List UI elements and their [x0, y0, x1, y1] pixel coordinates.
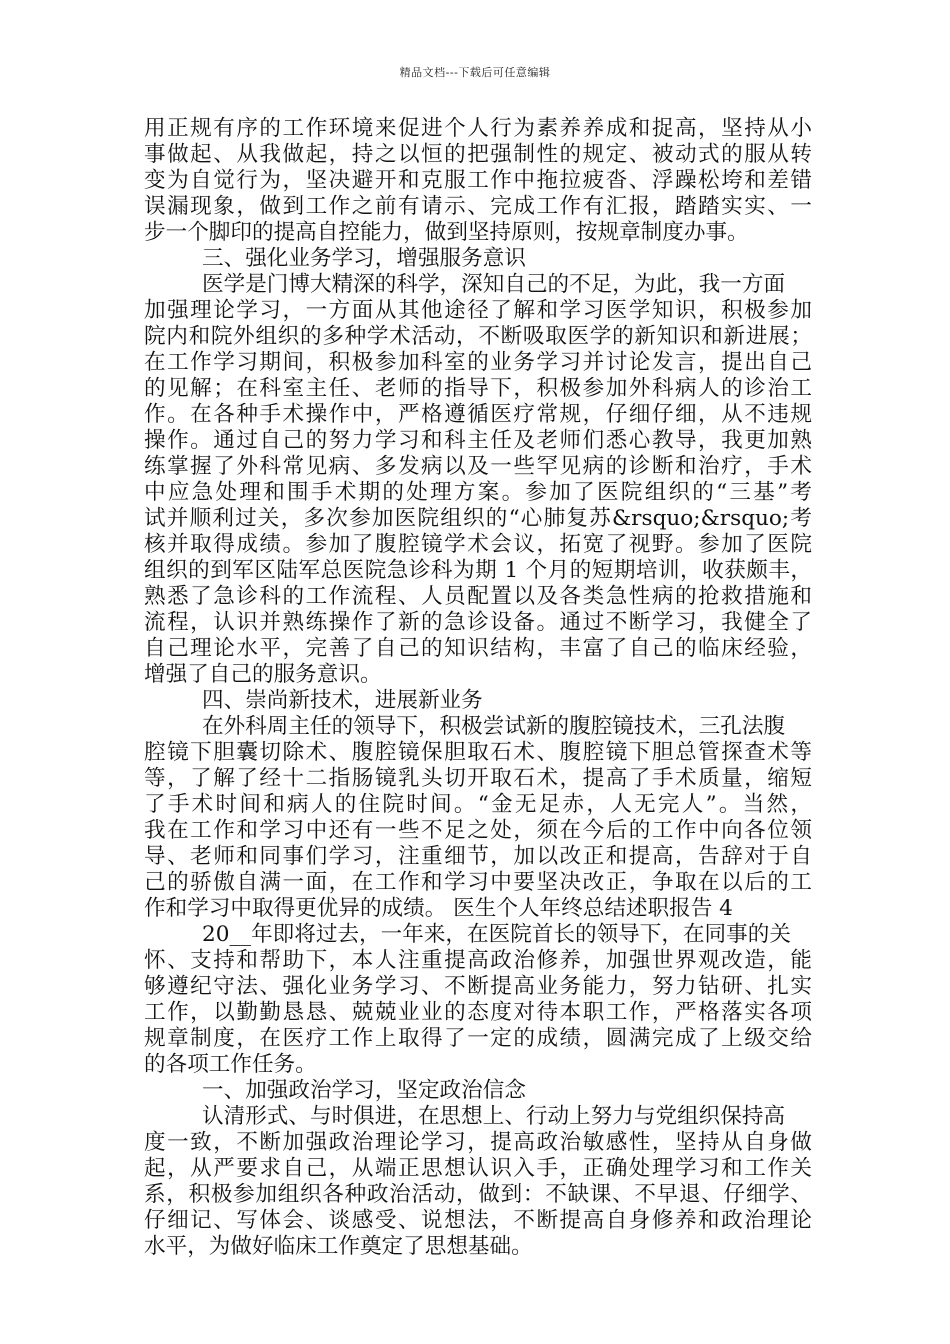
text-line: 组织的到军区陆军总医院急诊科为期 1 个月的短期培训，收获颇丰，: [144, 558, 812, 583]
text-line: 工作，以勤勤恳恳、兢兢业业的态度对待本职工作，严格落实各项: [144, 1000, 812, 1025]
text-line: 熟悉了急诊科的工作流程、人员配置以及各类急性病的抢救措施和: [144, 584, 812, 609]
text-line: 流程，认识并熟练操作了新的急诊设备。通过不断学习，我健全了: [144, 610, 812, 635]
text-line: 误漏现象，做到工作之前有请示、完成工作有汇报，踏踏实实、一: [144, 194, 812, 219]
text-line: 规章制度，在医疗工作上取得了一定的成绩，圆满完成了上级交给: [144, 1026, 812, 1051]
text-line: 事做起、从我做起，持之以恒的把强制性的规定、被动式的服从转: [144, 142, 812, 167]
text-line: 系，积极参加组织各种政治活动，做到：不缺课、不早退、仔细学、: [144, 1182, 812, 1207]
text-line: 一、加强政治学习，坚定政治信念: [202, 1078, 526, 1103]
text-line: 试并顺利过关，多次参加医院组织的“心肺复苏&rsquo;&rsquo;考: [144, 506, 812, 531]
text-line: 我在工作和学习中还有一些不足之处，须在今后的工作中向各位领: [144, 818, 812, 843]
text-line: 等，了解了经十二指肠镜乳头切开取石术，提高了手术质量，缩短: [144, 766, 812, 791]
text-line: 作。在各种手术操作中，严格遵循医疗常规，仔细仔细，从不违规: [144, 402, 812, 427]
text-line: 导、老师和同事们学习，注重细节，加以改正和提高，告辞对于自: [144, 844, 812, 869]
text-line: 己的骄傲自满一面，在工作和学习中要坚决改正，争取在以后的工: [144, 870, 812, 895]
text-line: 操作。通过自己的努力学习和科主任及老师们悉心教导，我更加熟: [144, 428, 812, 453]
text-line: 在工作学习期间，积极参加科室的业务学习并讨论发言，提出自己: [144, 350, 812, 375]
text-line: 变为自觉行为，坚决避开和克服工作中拖拉疲沓、浮躁松垮和差错: [144, 168, 812, 193]
text-line: 在外科周主任的领导下，积极尝试新的腹腔镜技术，三孔法腹: [202, 714, 786, 739]
text-line: 怀、支持和帮助下，本人注重提高政治修养，加强世界观改造，能: [144, 948, 812, 973]
text-line: 用正规有序的工作环境来促进个人行为素养养成和捉高，坚持从小: [144, 116, 812, 141]
text-line: 院内和院外组织的多种学术活动，不断吸取医学的新知识和新进展；: [144, 324, 812, 349]
text-line: 仔细记、写体会、谈感受、说想法，不断提高自身修养和政治理论: [144, 1208, 812, 1233]
page-header: 精品文档---下载后可任意编辑: [399, 66, 551, 79]
text-line: 认清形式、与时俱进，在思想上、行动上努力与党组织保持高: [202, 1104, 786, 1129]
text-line: 四、崇尚新技术，进展新业务: [202, 688, 483, 713]
text-line: 20__年即将过去，一年来，在医院首长的领导下，在同事的关: [202, 922, 791, 947]
text-line: 的各项工作任务。: [144, 1052, 317, 1077]
text-line: 自己理论水平，完善了自己的知识结构，丰富了自己的临床经验，: [144, 636, 812, 661]
text-line: 步一个脚印的提高自控能力，做到坚持原则，按规章制度办事。: [144, 220, 749, 245]
document-body: [144, 116, 812, 1260]
text-line: 练掌握了外科常见病、多发病以及一些罕见病的诊断和治疗，手术: [144, 454, 812, 479]
text-line: 作和学习中取得更优异的成绩。 医生个人年终总结述职报告 4: [144, 896, 733, 921]
text-line: 够遵纪守法、强化业务学习、不断提高业务能力，努力钻研、扎实: [144, 974, 812, 999]
text-line: 中应急处理和围手术期的处理方案。参加了医院组织的“三基”考: [144, 480, 812, 505]
text-line: 了手术时间和病人的住院时间。“金无足赤，人无完人”。当然，: [144, 792, 812, 817]
text-line: 水平，为做好临床工作奠定了思想基础。: [144, 1234, 533, 1259]
text-line: 核并取得成绩。参加了腹腔镜学术会议，拓宽了视野。参加了医院: [144, 532, 812, 557]
text-line: 起，从严要求自己，从端正思想认识入手，正确处理学习和工作关: [144, 1156, 812, 1181]
text-line: 腔镜下胆囊切除术、腹腔镜保胆取石术、腹腔镜下胆总管探查术等: [144, 740, 812, 765]
text-line: 三、强化业务学习，增强服务意识: [202, 246, 526, 271]
text-line: 医学是门博大精深的科学，深知自己的不足，为此，我一方面: [202, 272, 786, 297]
text-line: 加强理论学习，一方面从其他途径了解和学习医学知识，积极参加: [144, 298, 812, 323]
text-line: 的见解；在科室主任、老师的指导下，积极参加外科病人的诊治工: [144, 376, 812, 401]
text-line: 度一致，不断加强政治理论学习，提高政治敏感性，坚持从自身做: [144, 1130, 812, 1155]
text-line: 增强了自己的服务意识。: [144, 662, 382, 687]
